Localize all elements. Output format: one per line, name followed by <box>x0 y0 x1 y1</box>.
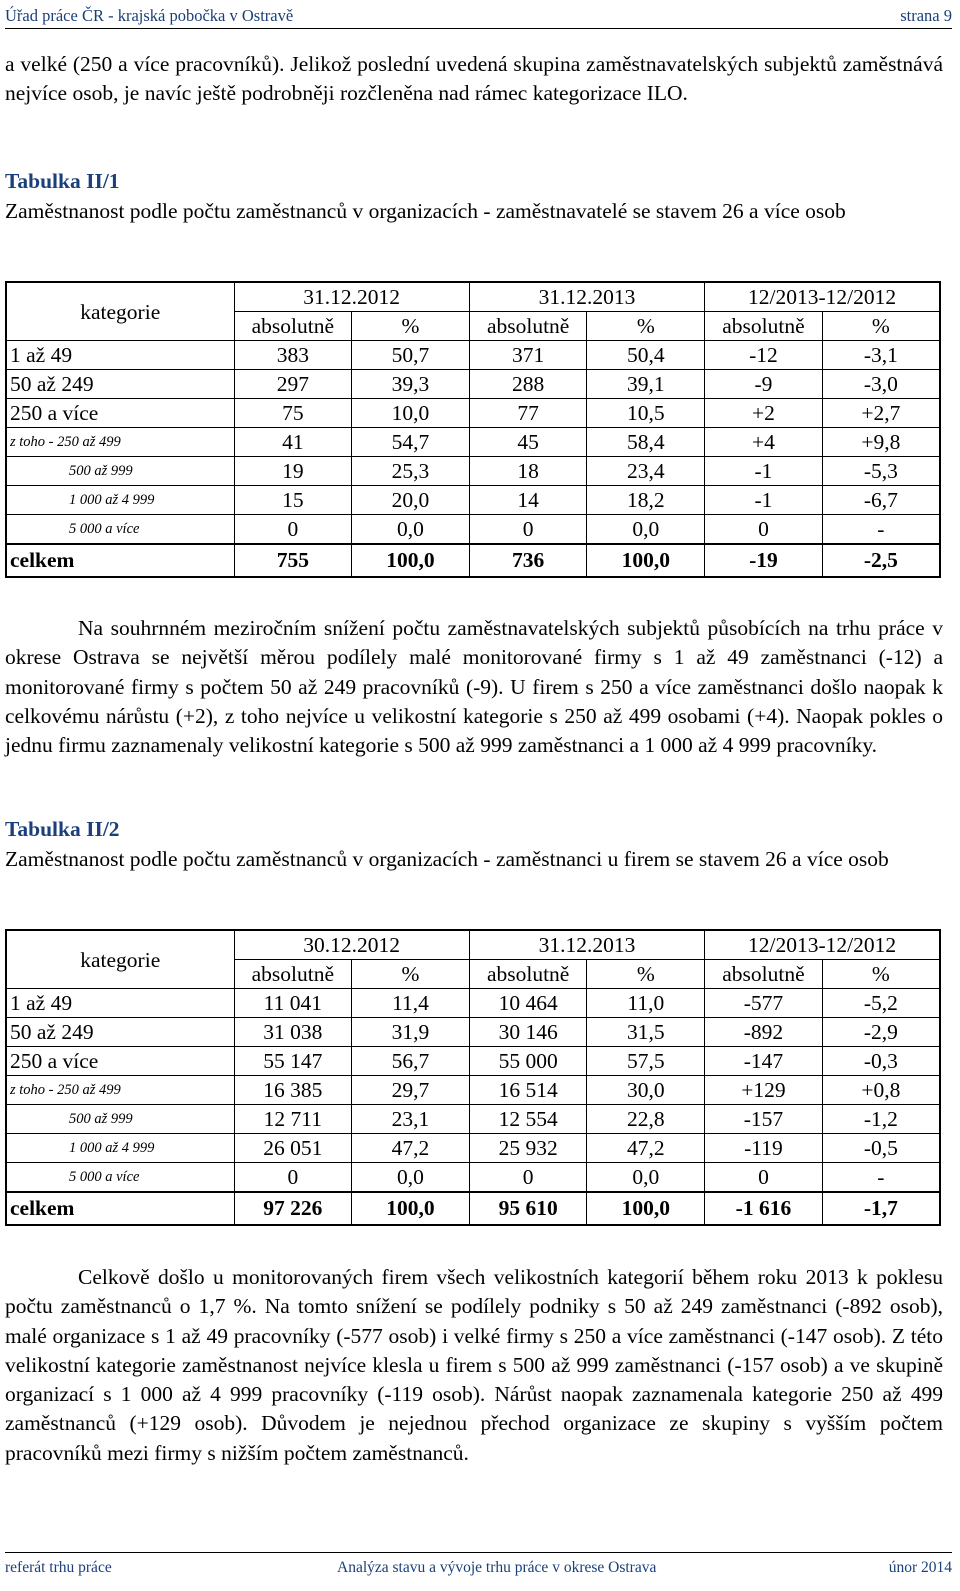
table-cell: -0,5 <box>822 1134 940 1163</box>
table-cell: 47,2 <box>352 1134 470 1163</box>
table2-abs-header: absolutně <box>469 960 587 989</box>
table-cell: 297 <box>234 370 352 399</box>
table2-abs-header: absolutně <box>705 960 823 989</box>
paragraph-firms: Na souhrnném meziročním snížení počtu zaměstnavatelských subjektů působících na trhu práce v okrese Ostrava se největší měrou podílely malé monitorované firmy s 1 až 49 zaměstnanci (-12) a monitorované firmy s počtem 50 až 249 pracovníků (-9). U firem s 250 a více zaměstnanci došlo naopak k celkovému nárůstu (+2), z toho nejvíce u velikostní kategorie s 250 až 499 osobami (+4). Naopak pokles o jednu firmu zaznamenaly velikostní kategorie s 500 až 999 zaměstnanci a 1 000 až 4 999 pracovníky. <box>5 616 943 758</box>
table2-caption <box>5 814 943 874</box>
paragraph-employees: Celkově došlo u monitorovaných firem všech velikostních kategorií během roku 2013 k poklesu počtu zaměstnanců o 1,7 %. Na tomto snížení se podílely podniky s 50 až 249 zaměstnanci (-892 osob), malé organizace s 1 až 49 pracovníky (-577 osob) i velké firmy s 250 a více zaměstnanci (-147 osob). Z této velikostní kategorie zaměstnanost nejvíce klesla u firem s 500 až 999 zaměstnanci (-157 osob) a ve skupině organizací s 1 000 až 4 999 pracovníky (-119 osob). Nárůst naopak zaznamenala kategorie 250 až 499 zaměstnanců (+129 osob). Důvodem je nejednou přechod organizace ze skupiny s vyšším počtem pracovníků mezi firmy s nižším počtem zaměstnanců. <box>5 1265 943 1465</box>
total-cell: -19 <box>705 544 823 577</box>
table1 <box>5 281 941 578</box>
total-cell: -1 616 <box>705 1192 823 1225</box>
table-cell: -3,0 <box>822 370 940 399</box>
table-cell: 57,5 <box>587 1047 705 1076</box>
table-row <box>6 370 940 399</box>
table2-period3-header: 12/2013-12/2012 <box>705 930 940 960</box>
row-label: z toho - 250 až 499 <box>6 428 234 457</box>
table-cell: 0 <box>705 1163 823 1193</box>
table2-period2-header: 31.12.2013 <box>469 930 704 960</box>
table2-abs-header: absolutně <box>234 960 352 989</box>
table2-body <box>6 989 940 1226</box>
table-cell: 30,0 <box>587 1076 705 1105</box>
table-cell: 0 <box>705 515 823 545</box>
table-cell: -1 <box>705 457 823 486</box>
table-cell: 0,0 <box>587 1163 705 1193</box>
row-label: 1 až 49 <box>6 989 234 1018</box>
table-cell: 10,0 <box>352 399 470 428</box>
table-cell: 0,0 <box>587 515 705 545</box>
page-footer <box>5 1552 952 1583</box>
total-cell: -2,5 <box>822 544 940 577</box>
table-cell: -119 <box>705 1134 823 1163</box>
table-cell: 30 146 <box>469 1018 587 1047</box>
table-row <box>6 1076 940 1105</box>
table-cell: -12 <box>705 341 823 370</box>
table-cell: -2,9 <box>822 1018 940 1047</box>
table-cell: 56,7 <box>352 1047 470 1076</box>
table-row <box>6 486 940 515</box>
total-cell: 755 <box>234 544 352 577</box>
table-cell: 39,1 <box>587 370 705 399</box>
table1-body <box>6 341 940 578</box>
table-cell: 288 <box>469 370 587 399</box>
table-cell: -892 <box>705 1018 823 1047</box>
table-cell: - <box>822 1163 940 1193</box>
row-label: 5 000 a více <box>6 1163 234 1193</box>
row-label: 1 000 až 4 999 <box>6 1134 234 1163</box>
table-cell: 55 000 <box>469 1047 587 1076</box>
page-header <box>5 4 952 29</box>
table-cell: -5,3 <box>822 457 940 486</box>
table-cell: +9,8 <box>822 428 940 457</box>
table-cell: 26 051 <box>234 1134 352 1163</box>
table2-number: Tabulka II/2 <box>5 817 120 841</box>
table-cell: 0 <box>469 515 587 545</box>
table-cell: 11,0 <box>587 989 705 1018</box>
row-label: z toho - 250 až 499 <box>6 1076 234 1105</box>
table1-category-header: kategorie <box>6 282 234 341</box>
table2-category-header: kategorie <box>6 930 234 989</box>
table1-period1-header: 31.12.2012 <box>234 282 469 312</box>
table-cell: -9 <box>705 370 823 399</box>
table-cell: 15 <box>234 486 352 515</box>
total-cell: 100,0 <box>587 544 705 577</box>
row-label: 50 až 249 <box>6 1018 234 1047</box>
table-cell: 12 711 <box>234 1105 352 1134</box>
total-cell: 100,0 <box>587 1192 705 1225</box>
table1-caption <box>5 166 943 226</box>
table-cell: +2 <box>705 399 823 428</box>
table-cell: 55 147 <box>234 1047 352 1076</box>
table-cell: 58,4 <box>587 428 705 457</box>
table2 <box>5 929 941 1226</box>
table-row <box>6 399 940 428</box>
table1-title: Zaměstnanost podle počtu zaměstnanců v organizacích - zaměstnavatelé se stavem 26 a více osob <box>5 199 846 223</box>
table-total-row <box>6 1192 940 1225</box>
table-cell: 45 <box>469 428 587 457</box>
footer-date: únor 2014 <box>888 1559 952 1576</box>
footer-document-title: Analýza stavu a vývoje trhu práce v okrese Ostrava <box>337 1559 657 1576</box>
table-cell: 371 <box>469 341 587 370</box>
table-cell: 0 <box>234 1163 352 1193</box>
table-row <box>6 1105 940 1134</box>
row-label: 5 000 a více <box>6 515 234 545</box>
table-row <box>6 1134 940 1163</box>
table-cell: 77 <box>469 399 587 428</box>
header-page-number: strana 9 <box>900 6 952 25</box>
table-cell: 19 <box>234 457 352 486</box>
table-row <box>6 1163 940 1193</box>
table-cell: -3,1 <box>822 341 940 370</box>
table-cell: 18 <box>469 457 587 486</box>
table-cell: 29,7 <box>352 1076 470 1105</box>
table-cell: -1 <box>705 486 823 515</box>
header-office: Úřad práce ČR - krajská pobočka v Ostravě <box>5 6 294 25</box>
table-cell: 18,2 <box>587 486 705 515</box>
table1-abs-header: absolutně <box>705 312 823 341</box>
table-cell: - <box>822 515 940 545</box>
table1-pct-header: % <box>352 312 470 341</box>
table-cell: 16 385 <box>234 1076 352 1105</box>
table1-period2-header: 31.12.2013 <box>469 282 704 312</box>
table2-title: Zaměstnanost podle počtu zaměstnanců v organizacích - zaměstnanci u firem se stavem 26 a více osob <box>5 847 889 871</box>
table-cell: 39,3 <box>352 370 470 399</box>
table-cell: -577 <box>705 989 823 1018</box>
table-cell: 50,4 <box>587 341 705 370</box>
table2-pct-header: % <box>587 960 705 989</box>
table-cell: 47,2 <box>587 1134 705 1163</box>
total-label: celkem <box>6 1192 234 1225</box>
row-label: 500 až 999 <box>6 1105 234 1134</box>
table-cell: 0 <box>234 515 352 545</box>
table-row <box>6 989 940 1018</box>
total-cell: 100,0 <box>352 1192 470 1225</box>
table-cell: 75 <box>234 399 352 428</box>
table-cell: 0,0 <box>352 515 470 545</box>
table-row <box>6 457 940 486</box>
table2-pct-header: % <box>822 960 940 989</box>
table-cell: 0,0 <box>352 1163 470 1193</box>
table-cell: +129 <box>705 1076 823 1105</box>
table2-pct-header: % <box>352 960 470 989</box>
table-cell: 31,9 <box>352 1018 470 1047</box>
total-label: celkem <box>6 544 234 577</box>
table-row <box>6 428 940 457</box>
row-label: 250 a více <box>6 1047 234 1076</box>
table-cell: 20,0 <box>352 486 470 515</box>
table2-period1-header: 30.12.2012 <box>234 930 469 960</box>
table-cell: 23,4 <box>587 457 705 486</box>
footer-department: referát trhu práce <box>5 1559 112 1576</box>
table-cell: 54,7 <box>352 428 470 457</box>
table-cell: 23,1 <box>352 1105 470 1134</box>
total-cell: 100,0 <box>352 544 470 577</box>
row-label: 50 až 249 <box>6 370 234 399</box>
row-label: 250 a více <box>6 399 234 428</box>
table-row <box>6 341 940 370</box>
total-cell: 736 <box>469 544 587 577</box>
table1-abs-header: absolutně <box>234 312 352 341</box>
table-cell: +4 <box>705 428 823 457</box>
table-cell: 11 041 <box>234 989 352 1018</box>
row-label: 1 až 49 <box>6 341 234 370</box>
table-row <box>6 1018 940 1047</box>
table-cell: 31,5 <box>587 1018 705 1047</box>
table1-pct-header: % <box>822 312 940 341</box>
table-cell: 50,7 <box>352 341 470 370</box>
table-cell: -147 <box>705 1047 823 1076</box>
table-cell: 10,5 <box>587 399 705 428</box>
table-cell: -157 <box>705 1105 823 1134</box>
table-row <box>6 515 940 545</box>
table-cell: -5,2 <box>822 989 940 1018</box>
table-cell: -0,3 <box>822 1047 940 1076</box>
table-cell: 10 464 <box>469 989 587 1018</box>
table-cell: 16 514 <box>469 1076 587 1105</box>
row-label: 500 až 999 <box>6 457 234 486</box>
table-cell: 14 <box>469 486 587 515</box>
table-cell: 25 932 <box>469 1134 587 1163</box>
table-row <box>6 1047 940 1076</box>
total-cell: 95 610 <box>469 1192 587 1225</box>
table-total-row <box>6 544 940 577</box>
total-cell: 97 226 <box>234 1192 352 1225</box>
row-label: 1 000 až 4 999 <box>6 486 234 515</box>
table-cell: 383 <box>234 341 352 370</box>
table-cell: 12 554 <box>469 1105 587 1134</box>
table-cell: -1,2 <box>822 1105 940 1134</box>
table1-abs-header: absolutně <box>469 312 587 341</box>
paragraph-intro: a velké (250 a více pracovníků). Jelikož poslední uvedená skupina zaměstnavatelských subjektů zaměstnává nejvíce osob, je navíc ještě podrobněji rozčleněna nad rámec kategorizace ILO. <box>5 52 943 106</box>
table-cell: 25,3 <box>352 457 470 486</box>
table-cell: 22,8 <box>587 1105 705 1134</box>
table1-period3-header: 12/2013-12/2012 <box>705 282 940 312</box>
table-cell: 11,4 <box>352 989 470 1018</box>
table-cell: -6,7 <box>822 486 940 515</box>
table-cell: 0 <box>469 1163 587 1193</box>
table-cell: 41 <box>234 428 352 457</box>
table-cell: 31 038 <box>234 1018 352 1047</box>
table1-pct-header: % <box>587 312 705 341</box>
table1-number: Tabulka II/1 <box>5 169 120 193</box>
table-cell: +2,7 <box>822 399 940 428</box>
total-cell: -1,7 <box>822 1192 940 1225</box>
table-cell: +0,8 <box>822 1076 940 1105</box>
